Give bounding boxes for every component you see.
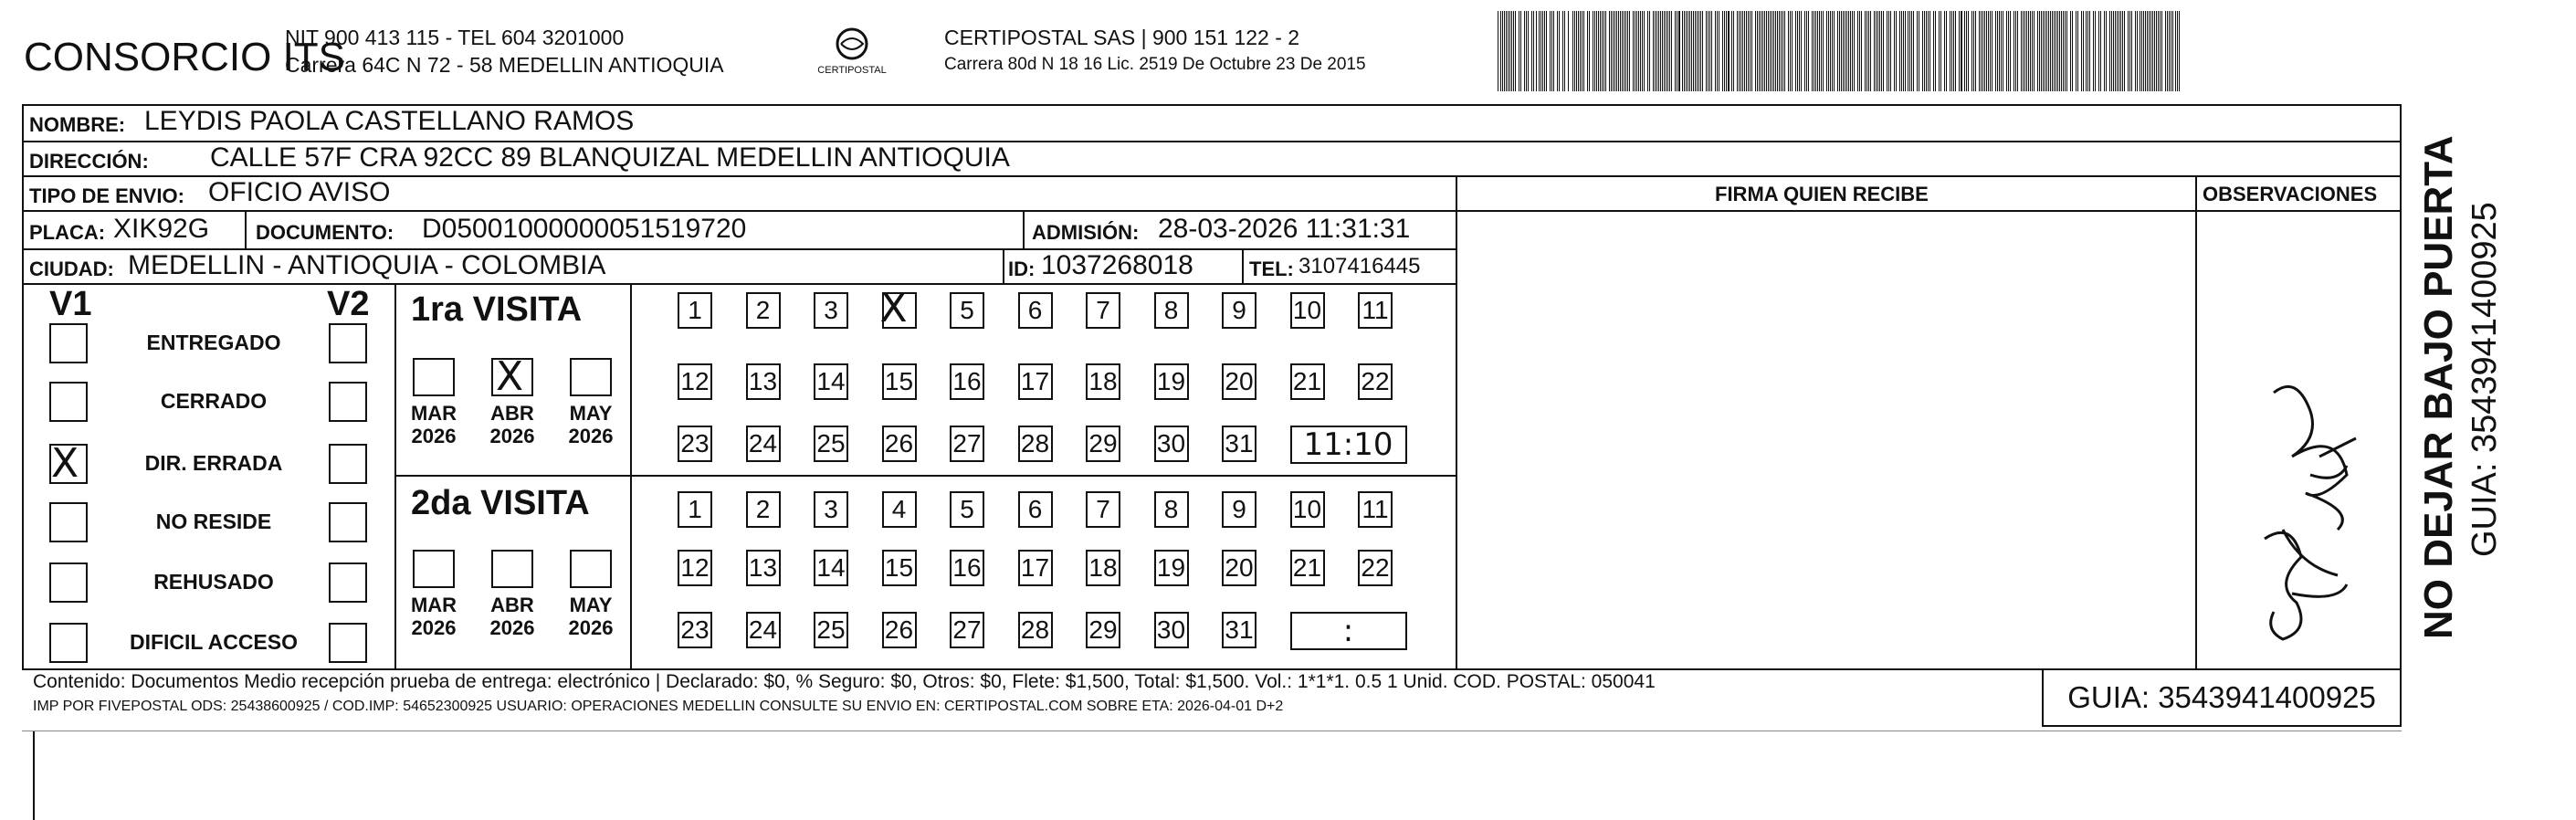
day-box[interactable]: 31: [1222, 426, 1256, 462]
day-box[interactable]: 22: [1358, 363, 1393, 400]
svg-text:CERTIPOSTAL: CERTIPOSTAL: [817, 65, 887, 76]
v2-label: V2: [327, 285, 370, 323]
month-checkbox[interactable]: [413, 358, 455, 396]
day-box[interactable]: 20: [1222, 550, 1256, 586]
year-label: 2026: [411, 616, 457, 639]
day-box[interactable]: 29: [1086, 426, 1120, 462]
certipostal-line1: CERTIPOSTAL SAS | 900 151 122 - 2: [944, 26, 1300, 49]
check-mark-icon: X: [879, 285, 908, 331]
observaciones-label: OBSERVACIONES: [2203, 183, 2378, 205]
check-mark-icon: X: [51, 440, 79, 487]
day-box[interactable]: 28: [1018, 612, 1053, 648]
day-box[interactable]: 9: [1222, 292, 1256, 329]
documento-value: D05001000000051519720: [422, 214, 747, 244]
day-box[interactable]: 29: [1086, 612, 1120, 648]
year-label: 2026: [489, 616, 535, 639]
day-box[interactable]: 7: [1086, 292, 1120, 329]
nombre-label: NOMBRE:: [29, 113, 126, 136]
day-box[interactable]: 5: [950, 292, 984, 329]
day-box[interactable]: 11: [1358, 491, 1393, 528]
day-box[interactable]: 26: [882, 612, 917, 648]
day-box[interactable]: 13: [746, 363, 781, 400]
status-label: REHUSADO: [153, 570, 274, 594]
day-box[interactable]: 31: [1222, 612, 1256, 648]
tel-label: TEL:: [1249, 258, 1294, 280]
day-box[interactable]: 1: [678, 491, 712, 528]
day-box[interactable]: 17: [1018, 550, 1053, 586]
v1-label: V1: [49, 285, 92, 323]
v1-checkbox[interactable]: [49, 382, 88, 422]
v2-checkbox[interactable]: [329, 502, 367, 542]
day-box[interactable]: 15: [882, 363, 917, 400]
nombre-value: LEYDIS PAOLA CASTELLANO RAMOS: [144, 106, 635, 136]
v2-checkbox[interactable]: [329, 623, 367, 663]
tel-value: 3107416445: [1299, 254, 1421, 279]
v2-checkbox[interactable]: [329, 323, 367, 363]
day-box[interactable]: 4: [882, 491, 917, 528]
day-box[interactable]: 16: [950, 550, 984, 586]
day-box[interactable]: 13: [746, 550, 781, 586]
placa-label: PLACA:: [29, 221, 106, 244]
tipo-envio-label: TIPO DE ENVIO:: [29, 184, 184, 207]
status-label: CERRADO: [160, 389, 268, 413]
day-box[interactable]: 18: [1086, 363, 1120, 400]
day-box[interactable]: 3: [814, 491, 848, 528]
day-box[interactable]: 26: [882, 426, 917, 462]
day-box[interactable]: 25: [814, 426, 848, 462]
footer-content-line: Contenido: Documentos Medio recepción prueba de entrega: electrónico | Declarado: $0, % Seguro: $0, Otros: $0, Flete: $1,500, Total: $1,500. Vol.: 1*1*1. 0.5 1 Unid. COD. POSTAL: 050041: [33, 671, 1656, 692]
day-box[interactable]: 10: [1290, 491, 1325, 528]
handwritten-signature-icon: [2210, 356, 2392, 657]
first-visit-label: 1ra VISITA: [411, 290, 583, 329]
month-label: ABR: [490, 594, 534, 616]
documento-label: DOCUMENTO:: [256, 221, 394, 244]
day-box[interactable]: 30: [1154, 612, 1189, 648]
day-box[interactable]: 19: [1154, 550, 1189, 586]
day-box[interactable]: 5: [950, 491, 984, 528]
day-box[interactable]: 22: [1358, 550, 1393, 586]
company-name: CONSORCIO ITS: [24, 35, 346, 79]
v1-checkbox[interactable]: [49, 502, 88, 542]
certipostal-logo-icon: [811, 22, 893, 86]
status-label: NO RESIDE: [155, 510, 272, 533]
v1-checkbox[interactable]: [49, 323, 88, 363]
day-box[interactable]: 21: [1290, 363, 1325, 400]
day-box[interactable]: 8: [1154, 491, 1189, 528]
status-label: ENTREGADO: [146, 331, 281, 354]
day-box[interactable]: 20: [1222, 363, 1256, 400]
day-box[interactable]: 11: [1358, 292, 1393, 329]
day-box[interactable]: 28: [1018, 426, 1053, 462]
day-box[interactable]: 6: [1018, 491, 1053, 528]
barcode-icon: [1498, 11, 2184, 91]
day-box[interactable]: 12: [678, 363, 712, 400]
check-mark-icon: X: [496, 353, 524, 400]
month-label: MAR: [410, 594, 457, 616]
day-box[interactable]: 8: [1154, 292, 1189, 329]
v1-checkbox[interactable]: [49, 562, 88, 603]
day-box[interactable]: 12: [678, 550, 712, 586]
direccion-label: DIRECCIÓN:: [29, 150, 149, 173]
ciudad-value: MEDELLIN - ANTIOQUIA - COLOMBIA: [128, 250, 606, 280]
company-nit: NIT 900 413 115 - TEL 604 3201000: [285, 26, 625, 49]
v2-checkbox[interactable]: [329, 562, 367, 603]
direccion-value: CALLE 57F CRA 92CC 89 BLANQUIZAL MEDELLIN ANTIOQUIA: [210, 142, 1010, 173]
month-label: MAY: [569, 594, 613, 616]
admision-label: ADMISIÓN:: [1032, 221, 1140, 244]
day-box[interactable]: 27: [950, 426, 984, 462]
status-label: DIR. ERRADA: [144, 451, 283, 475]
day-box[interactable]: 7: [1086, 491, 1120, 528]
day-box[interactable]: 14: [814, 363, 848, 400]
admision-value: 28-03-2026 11:31:31: [1158, 214, 1411, 244]
day-box[interactable]: 6: [1018, 292, 1053, 329]
certipostal-line2: Carrera 80d N 18 16 Lic. 2519 De Octubre 23 De 2015: [944, 55, 1366, 74]
id-label: ID:: [1008, 258, 1036, 280]
month-label: ABR: [490, 402, 534, 425]
ciudad-label: CIUDAD:: [29, 258, 114, 280]
day-box[interactable]: 23: [678, 612, 712, 648]
year-label: 2026: [568, 616, 614, 639]
day-box[interactable]: 14: [814, 550, 848, 586]
firma-label: FIRMA QUIEN RECIBE: [1715, 183, 1929, 205]
day-box[interactable]: 2: [746, 292, 781, 329]
side-guia-text: GUIA: 3543941400925: [2466, 202, 2504, 557]
month-label: MAY: [569, 402, 613, 425]
day-box[interactable]: 24: [746, 426, 781, 462]
day-box[interactable]: 10: [1290, 292, 1325, 329]
day-box[interactable]: 24: [746, 612, 781, 648]
id-value: 1037268018: [1041, 250, 1193, 280]
day-box[interactable]: 15: [882, 550, 917, 586]
day-box[interactable]: 19: [1154, 363, 1189, 400]
second-visit-label: 2da VISITA: [411, 484, 590, 522]
day-box[interactable]: 21: [1290, 550, 1325, 586]
day-box[interactable]: 27: [950, 612, 984, 648]
footer-imp-line: IMP POR FIVEPOSTAL ODS: 25438600925 / COD.IMP: 54652300925 USUARIO: OPERACIONES MEDELLIN CONSULTE SU ENVIO EN: CERTIPOSTAL.COM SOBRE ETA: 2026-04-01 D+2: [33, 699, 1284, 714]
day-box[interactable]: 18: [1086, 550, 1120, 586]
day-box[interactable]: 25: [814, 612, 848, 648]
day-box[interactable]: 3: [814, 292, 848, 329]
side-warning-text: NO DEJAR BAJO PUERTA: [2416, 135, 2461, 639]
visit-time-box[interactable]: 11:10: [1290, 426, 1407, 464]
day-box[interactable]: 2: [746, 491, 781, 528]
day-box[interactable]: 30: [1154, 426, 1189, 462]
company-address: Carrera 64C N 72 - 58 MEDELLIN ANTIOQUIA: [285, 53, 724, 77]
v2-checkbox[interactable]: [329, 444, 367, 484]
v2-checkbox[interactable]: [329, 382, 367, 422]
status-label: DIFICIL ACCESO: [129, 630, 298, 654]
month-label: MAR: [410, 402, 457, 425]
v1-checkbox[interactable]: [49, 623, 88, 663]
tipo-envio-value: OFICIO AVISO: [208, 177, 391, 207]
month-checkbox[interactable]: [570, 550, 612, 588]
year-label: 2026: [489, 425, 535, 447]
placa-value: XIK92G: [113, 214, 210, 244]
day-box[interactable]: 17: [1018, 363, 1053, 400]
guia-number-box: GUIA: 3543941400925: [2042, 668, 2402, 727]
day-box[interactable]: 9: [1222, 491, 1256, 528]
month-checkbox[interactable]: [413, 550, 455, 588]
day-box[interactable]: 1: [678, 292, 712, 329]
visit-time-box[interactable]: :: [1290, 612, 1407, 650]
month-checkbox[interactable]: [491, 550, 533, 588]
day-box[interactable]: 16: [950, 363, 984, 400]
year-label: 2026: [411, 425, 457, 447]
month-checkbox[interactable]: [570, 358, 612, 396]
year-label: 2026: [568, 425, 614, 447]
day-box[interactable]: 23: [678, 426, 712, 462]
